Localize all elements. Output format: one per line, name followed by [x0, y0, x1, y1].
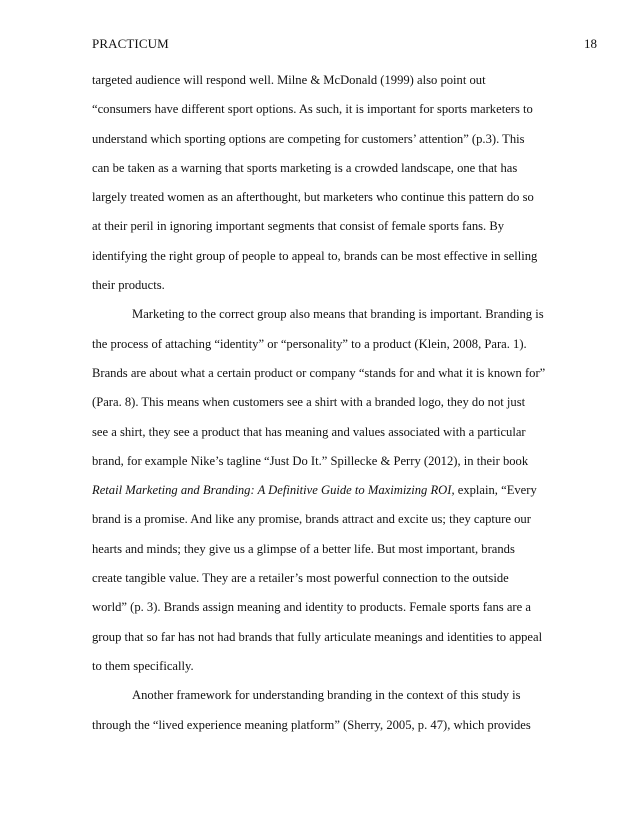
text-line: their products.: [92, 278, 165, 293]
text-line: through the “lived experience meaning platform” (Sherry, 2005, p. 47), which provides: [92, 717, 531, 732]
text-line: identifying the right group of people to appeal to, brands can be most effective in selling: [92, 248, 538, 263]
text-line: see a shirt, they see a product that has meaning and values associated with a particular: [92, 424, 526, 439]
text-line: brand, for example Nike’s tagline “Just Do It.” Spillecke & Perry (2012), in their book: [92, 453, 529, 468]
page-number: 18: [584, 36, 597, 51]
text-line: to them specifically.: [92, 658, 194, 673]
text-line: create tangible value. They are a retailer’s most powerful connection to the outside: [92, 571, 509, 586]
text-line: at their peril in ignoring important segments that consist of female sports fans. By: [92, 219, 505, 234]
running-head: PRACTICUM: [92, 36, 169, 51]
text-line-with-book-title: [92, 476, 552, 505]
book-title: Retail Marketing and Branding: A Definitive Guide to Maximizing ROI,: [92, 483, 455, 498]
text-line: Brands are about what a certain product or company “stands for and what it is known for”: [92, 365, 546, 380]
paragraph-start-line: Another framework for understanding branding in the context of this study is: [132, 688, 521, 703]
text-line: understand which sporting options are competing for customers’ attention” (p.3). This: [92, 131, 525, 146]
text-line-rest: explain, “Every: [454, 483, 537, 498]
body-text: [92, 66, 552, 740]
text-line: targeted audience will respond well. Milne & McDonald (1999) also point out: [92, 73, 486, 87]
text-line: brand is a promise. And like any promise, brands attract and excite us; they capture our: [92, 512, 531, 527]
page-header: [92, 36, 597, 54]
text-line: the process of attaching “identity” or “personality” to a product (Klein, 2008, Para. 1).: [92, 336, 527, 351]
text-line: hearts and minds; they give us a glimpse of a better life. But most important, brands: [92, 541, 515, 556]
text-line: largely treated women as an afterthought, but marketers who continue this pattern do so: [92, 190, 534, 205]
text-line: group that so far has not had brands that fully articulate meanings and identities to appeal: [92, 629, 543, 644]
text-line: can be taken as a warning that sports marketing is a crowded landscape, one that has: [92, 160, 518, 175]
paragraph-start-line: Marketing to the correct group also means that branding is important. Branding is: [132, 307, 544, 322]
text-line: (Para. 8). This means when customers see a shirt with a branded logo, they do not just: [92, 395, 526, 410]
text-line: “consumers have different sport options. As such, it is important for sports marketers to: [92, 102, 533, 117]
text-line: world” (p. 3). Brands assign meaning and identity to products. Female sports fans are a: [92, 600, 531, 615]
